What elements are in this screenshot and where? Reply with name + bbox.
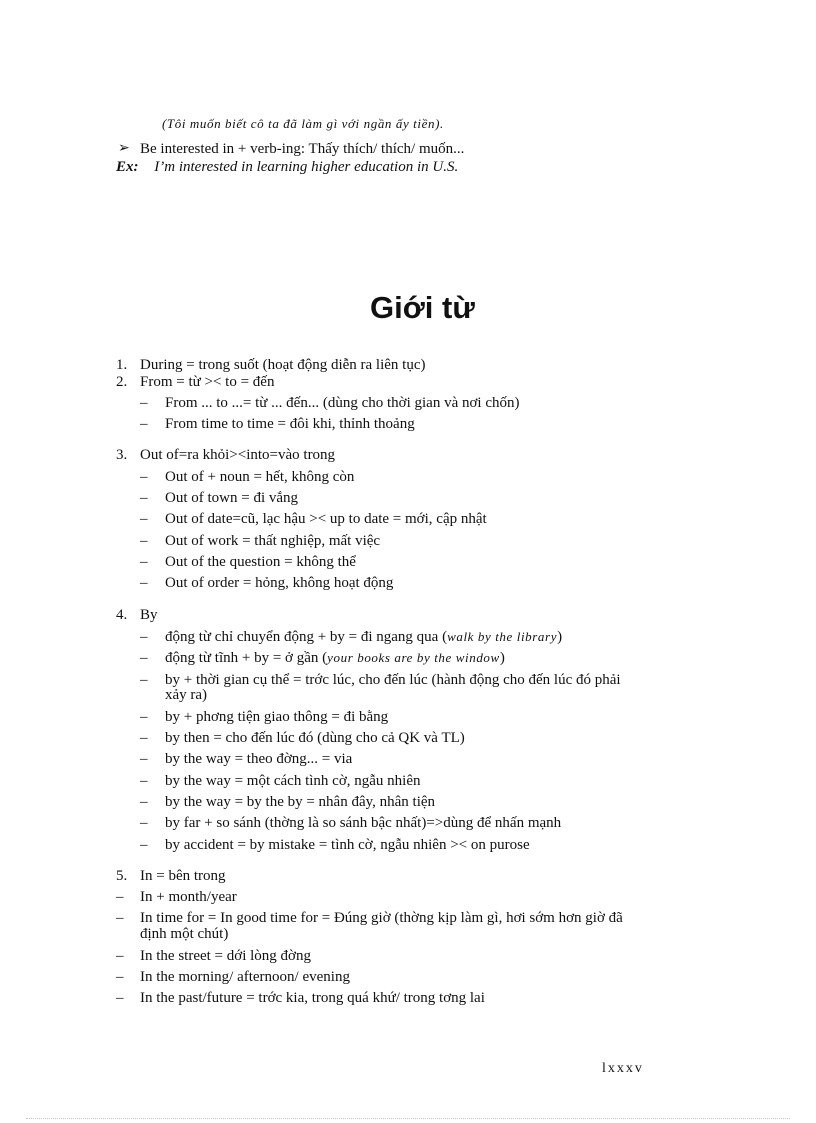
dash-bullet: – (140, 730, 148, 746)
dash-bullet: – (140, 469, 148, 485)
dash-bullet: – (140, 416, 148, 432)
sub-item: In time for = In good time for = Đúng giờ (thờng kịp làm gì, hơi sớm hơn giờ đã (140, 910, 623, 926)
sub-item-text: ) (499, 650, 505, 666)
dash-bullet: – (140, 629, 148, 645)
dash-bullet: – (140, 533, 148, 549)
sub-item-text: động từ chỉ chuyển động + by = đi ngang qua ( (165, 629, 448, 645)
sub-item: Out of work = thất nghiệp, mất việc (165, 533, 381, 549)
sub-item: Out of order = hỏng, không hoạt động (165, 575, 394, 591)
footer-divider (26, 1118, 790, 1119)
sub-item: From time to time = đôi khi, thỉnh thoảng (165, 416, 415, 432)
example-line (116, 158, 458, 176)
list-item: From = từ >< to = đến (140, 374, 275, 390)
sub-item: by the way = một cách tình cờ, ngẫu nhiên (165, 773, 421, 789)
sub-item: by + phơng tiện giao thông = đi bằng (165, 709, 389, 725)
sub-item-text: ) (557, 629, 563, 645)
dash-bullet: – (140, 575, 148, 591)
dash-bullet: – (140, 511, 148, 527)
sub-item: by the way = by the by = nhân đây, nhân tiện (165, 794, 436, 810)
sub-item: by + thời gian cụ thể = trớc lúc, cho đến lúc (hành động cho đến lúc đó phải (165, 672, 621, 688)
sub-item-continuation: xảy ra) (165, 687, 208, 703)
sub-item: by accident = by mistake = tình cờ, ngẫu nhiên >< on purose (165, 837, 530, 853)
page-number: lxxxv (602, 1061, 644, 1076)
rule-line: Be interested in + verb-ing: Thấy thích/ thích/ muốn... (140, 141, 465, 157)
sub-item: In the past/future = trớc kia, trong quá khứ/ trong tơng lai (140, 990, 485, 1006)
sub-item (165, 628, 562, 646)
dash-bullet: – (116, 990, 124, 1006)
sub-item: From ... to ...= từ ... đến... (dùng cho thời gian và nơi chốn) (165, 395, 520, 411)
dash-bullet: – (140, 773, 148, 789)
dash-bullet: – (116, 969, 124, 985)
dash-bullet: – (140, 709, 148, 725)
translation-line: (Tôi muốn biết cô ta đã làm gì với ngần ấy tiền). (162, 116, 444, 131)
sub-item: In + month/year (140, 889, 237, 905)
list-item-number: 2. (116, 374, 128, 390)
dash-bullet: – (140, 490, 148, 506)
sub-item-continuation: định một chút) (140, 926, 229, 942)
dash-bullet: – (140, 837, 148, 853)
sub-item: by far + so sánh (thờng là so sánh bậc nhất)=>dùng để nhấn mạnh (165, 815, 562, 831)
list-item: Out of=ra khỏi><into=vào trong (140, 447, 336, 463)
sub-item: Out of date=cũ, lạc hậu >< up to date = mới, cập nhật (165, 511, 487, 527)
dash-bullet: – (116, 889, 124, 905)
sub-item-text: động từ tĩnh + by = ở gần ( (165, 650, 328, 666)
dash-bullet: – (140, 395, 148, 411)
sub-item-example: your books are by the window (327, 650, 500, 665)
dash-bullet: – (140, 815, 148, 831)
list-item: By (140, 607, 158, 623)
dash-bullet: – (140, 554, 148, 570)
list-item-number: 5. (116, 868, 128, 884)
list-item: During = trong suốt (hoạt động diễn ra liên tục) (140, 357, 426, 373)
dash-bullet: – (140, 794, 148, 810)
dash-bullet: – (116, 910, 124, 926)
sub-item: In the street = dới lòng đờng (140, 948, 311, 964)
sub-item (165, 649, 505, 667)
dash-bullet: – (116, 948, 124, 964)
page-title: Giới từ (370, 290, 475, 325)
arrow-bullet-icon: ➢ (118, 141, 130, 156)
list-item-number: 3. (116, 447, 128, 463)
sub-item-example: walk by the library (447, 629, 558, 644)
sub-item: Out of town = đi vắng (165, 490, 299, 506)
dash-bullet: – (140, 751, 148, 767)
example-label: Ex: (116, 159, 139, 175)
example-text: I’m interested in learning higher education in U.S. (154, 159, 459, 175)
list-item: In = bên trong (140, 868, 226, 884)
list-item-number: 4. (116, 607, 128, 623)
sub-item: by the way = theo đờng... = via (165, 751, 353, 767)
sub-item: Out of the question = không thể (165, 554, 356, 570)
sub-item: In the morning/ afternoon/ evening (140, 969, 350, 985)
sub-item: Out of + noun = hết, không còn (165, 469, 355, 485)
sub-item: by then = cho đến lúc đó (dùng cho cả QK và TL) (165, 730, 465, 746)
dash-bullet: – (140, 650, 148, 666)
dash-bullet: – (140, 672, 148, 688)
list-item-number: 1. (116, 357, 128, 373)
